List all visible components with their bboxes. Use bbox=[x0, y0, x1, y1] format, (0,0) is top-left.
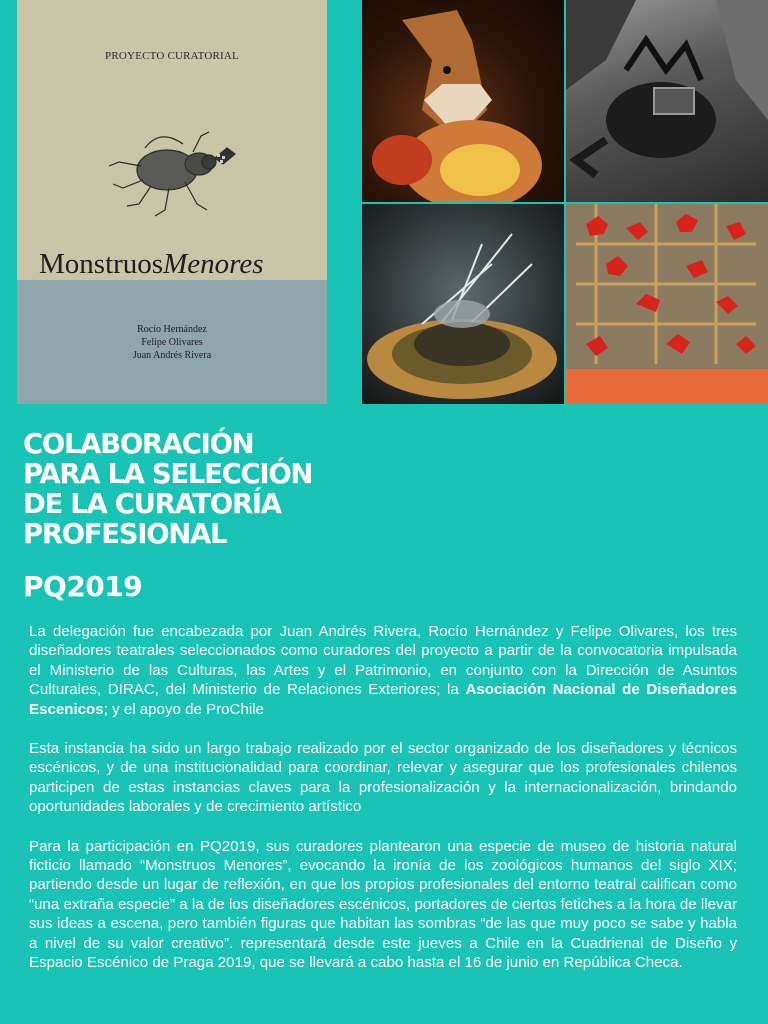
paragraph-text: ; y el apoyo de ProChile bbox=[103, 700, 264, 718]
paragraph-participation: Para la participación en PQ2019, sus curadores plantearon una especie de museo de historia natural ficticio llamado “Monstruos Menores”, evocando la ironía de los zoológicos humanos del siglo XIX; partiendo desde un lugar de reflexión, en que los propios profesionales del entorno teatral califican como “una extraña especie” a la de los diseñadores escénicos, portadores de ciertos fetiches a la hora de llevar sus ideas a escena, pero también figuras que habitan las sombras “de las que muy poco se sabe y habla a nivel de su valor creativo”. representará desde este jueves a Chile en la Cuadrienal de Diseño y Espacio Escénico de Praga 2019, que se llevará a cabo hasta el 16 de junio en República Checa. bbox=[29, 837, 737, 972]
cover-title-part2: Menores bbox=[163, 248, 264, 280]
heading-line: PARA LA SELECCIÓN bbox=[23, 458, 313, 490]
sunflower-insect-photo bbox=[362, 204, 564, 404]
article-body bbox=[29, 622, 737, 993]
heading-line: PROFESIONAL bbox=[23, 518, 227, 550]
cover-author: Juan Andrés Rivera bbox=[132, 350, 212, 361]
paragraph-text: La delegación fue encabezada por Juan Andrés Rivera, Rocío Hernández y Felipe Olivares, los tres diseñadores teatrales seleccionados como curadores del proyecto a partir de la convocatoria impulsada el Ministerio de las Culturas, las Artes y el Patrimonio, en conjunto con la Dirección de Asuntos Culturales, DIRAC, del Ministerio de Relaciones Exteriores; la bbox=[29, 623, 737, 699]
section-subtitle: PQ2019 bbox=[23, 570, 143, 603]
book-cover bbox=[17, 0, 327, 404]
dragon-figure-photo bbox=[566, 0, 768, 202]
cover-authors bbox=[17, 323, 327, 362]
paragraph-instance: Esta instancia ha sido un largo trabajo realizado por el sector organizado de los diseñadores y técnicos escénicos, y de una institucionalidad para coordinar, relevar y asegurar que los profesionales chilenos participen de estas instancias claves para la profesionalización y la internacionalización, brindando oportunidades laborales y de crecimiento artístico bbox=[29, 740, 737, 816]
heading-line: COLABORACIÓN bbox=[23, 428, 254, 460]
cover-author: Rocío Hernández bbox=[137, 324, 207, 335]
paragraph-delegation bbox=[29, 622, 737, 719]
association-name: Asociación Nacional de Diseñadores Escenicos bbox=[29, 681, 738, 718]
heading-line: DE LA CURATORÍA bbox=[23, 488, 281, 520]
cover-author: Felipe Olivares bbox=[141, 337, 203, 348]
cover-title bbox=[39, 248, 263, 281]
red-animal-silhouettes-photo bbox=[566, 204, 768, 404]
beetle-illustration bbox=[105, 118, 245, 226]
cover-title-part1: Monstruos bbox=[39, 248, 164, 280]
cover-kicker: PROYECTO CURATORIAL bbox=[105, 50, 239, 62]
section-heading bbox=[23, 429, 312, 549]
fox-figure-photo bbox=[362, 0, 564, 202]
